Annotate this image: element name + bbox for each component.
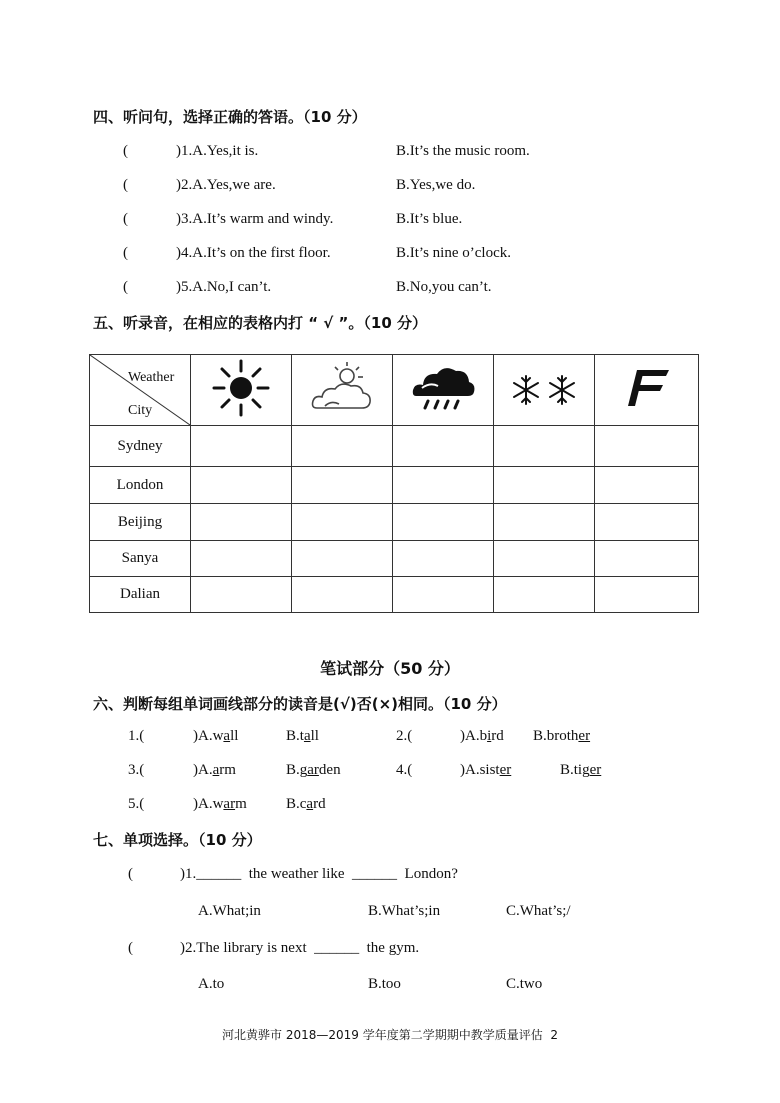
city-cell: Dalian — [90, 577, 191, 613]
snow-icon — [504, 358, 584, 418]
answer-cell[interactable] — [392, 467, 493, 504]
q6-1-option-a: )A.wall — [193, 728, 239, 744]
answer-cell[interactable] — [392, 541, 493, 577]
q4-5-paren: ( — [123, 279, 128, 295]
sun-icon — [211, 358, 271, 418]
q6-1-option-b: B.tall — [286, 728, 319, 744]
q7-1-option-c: C.What’s;/ — [506, 903, 571, 919]
answer-cell[interactable] — [191, 577, 292, 613]
header-city-label: City — [128, 403, 153, 418]
q6-4-num: 4.( — [396, 762, 413, 778]
q4-3-paren: ( — [123, 211, 128, 227]
q4-3-option-a: )3.A.It’s warm and windy. — [176, 211, 334, 227]
answer-cell[interactable] — [191, 504, 292, 541]
answer-cell[interactable] — [595, 467, 699, 504]
q6-5-num: 5.( — [128, 796, 145, 812]
q6-2-option-b: B.brother — [533, 728, 591, 744]
q6-3-option-a: )A.arm — [193, 762, 236, 778]
weather-col-rainy — [392, 355, 493, 426]
section5-heading: 五、听录音，在相应的表格内打 “ √ ”。（10 分） — [93, 314, 427, 332]
q6-1-num: 1.( — [128, 728, 145, 744]
answer-cell[interactable] — [291, 577, 392, 613]
partly-cloudy-icon — [307, 358, 377, 418]
q4-2-paren: ( — [123, 177, 128, 193]
header-diagonal-cell — [90, 355, 191, 426]
page-footer: 河北黄骅市 2018—2019 学年度第二学期期中教学质量评估 2 — [222, 1028, 558, 1042]
answer-cell[interactable] — [493, 467, 594, 504]
weather-col-cloudy — [291, 355, 392, 426]
answer-cell[interactable] — [191, 426, 292, 467]
answer-cell[interactable] — [291, 541, 392, 577]
q7-2-option-c: C.two — [506, 976, 543, 992]
answer-cell[interactable] — [392, 504, 493, 541]
city-cell: Sydney — [90, 426, 191, 467]
q6-5-option-b: B.card — [286, 796, 326, 812]
answer-cell[interactable] — [392, 577, 493, 613]
q7-1-stem: )1.______ the weather like ______ London? — [180, 866, 458, 882]
q4-5-option-a: )5.A.No,I can’t. — [176, 279, 272, 295]
section4-heading: 四、听问句，选择正确的答语。（10 分） — [93, 108, 367, 126]
q4-2-option-a: )2.A.Yes,we are. — [176, 177, 276, 193]
city-cell: Beijing — [90, 504, 191, 541]
weather-col-windy — [595, 355, 699, 426]
q4-1-option-b: B.It’s the music room. — [396, 143, 530, 159]
answer-cell[interactable] — [493, 504, 594, 541]
answer-cell[interactable] — [595, 426, 699, 467]
rain-icon — [408, 358, 478, 418]
q4-4-option-b: B.It’s nine o’clock. — [396, 245, 511, 261]
q4-4-option-a: )4.A.It’s on the first floor. — [176, 245, 331, 261]
city-cell: Sanya — [90, 541, 191, 577]
q6-4-option-a: )A.sister — [460, 762, 512, 778]
answer-cell[interactable] — [392, 426, 493, 467]
q6-2-num: 2.( — [396, 728, 413, 744]
answer-cell[interactable] — [291, 504, 392, 541]
q6-5-option-a: )A.warm — [193, 796, 247, 812]
q4-2-option-b: B.Yes,we do. — [396, 177, 476, 193]
answer-cell[interactable] — [493, 541, 594, 577]
answer-cell[interactable] — [191, 541, 292, 577]
q6-2-option-a: )A.bird — [460, 728, 504, 744]
q4-4-paren: ( — [123, 245, 128, 261]
section6-heading: 六、判断每组单词画线部分的读音是(√)否(×)相同。（10 分） — [93, 695, 507, 713]
q4-3-option-b: B.It’s blue. — [396, 211, 463, 227]
section7-heading: 七、单项选择。（10 分） — [93, 831, 262, 849]
q4-1-paren: ( — [123, 143, 128, 159]
q7-2-option-b: B.too — [368, 976, 401, 992]
answer-cell[interactable] — [595, 577, 699, 613]
q6-3-num: 3.( — [128, 762, 145, 778]
answer-cell[interactable] — [291, 426, 392, 467]
written-section-title: 笔试部分（50 分） — [320, 659, 460, 678]
answer-cell[interactable] — [191, 467, 292, 504]
answer-cell[interactable] — [493, 577, 594, 613]
city-cell: London — [90, 467, 191, 504]
q7-2-option-a: A.to — [198, 976, 225, 992]
answer-cell[interactable] — [493, 426, 594, 467]
q6-4-option-b: B.tiger — [560, 762, 602, 778]
q7-2-stem: )2.The library is next ______ the gym. — [180, 940, 420, 956]
header-weather-label: Weather — [128, 370, 175, 385]
weather-col-sunny — [191, 355, 292, 426]
answer-cell[interactable] — [595, 541, 699, 577]
q4-5-option-b: B.No,you can’t. — [396, 279, 492, 295]
wind-icon — [617, 358, 677, 418]
q7-1-option-b: B.What’s;in — [368, 903, 441, 919]
answer-cell[interactable] — [291, 467, 392, 504]
q4-1-option-a: )1.A.Yes,it is. — [176, 143, 259, 159]
q7-1-paren: ( — [128, 866, 133, 882]
q7-1-option-a: A.What;in — [198, 903, 261, 919]
weather-table — [89, 354, 699, 613]
answer-cell[interactable] — [595, 504, 699, 541]
q6-3-option-b: B.garden — [286, 762, 341, 778]
weather-col-snowy — [493, 355, 594, 426]
q7-2-paren: ( — [128, 940, 133, 956]
